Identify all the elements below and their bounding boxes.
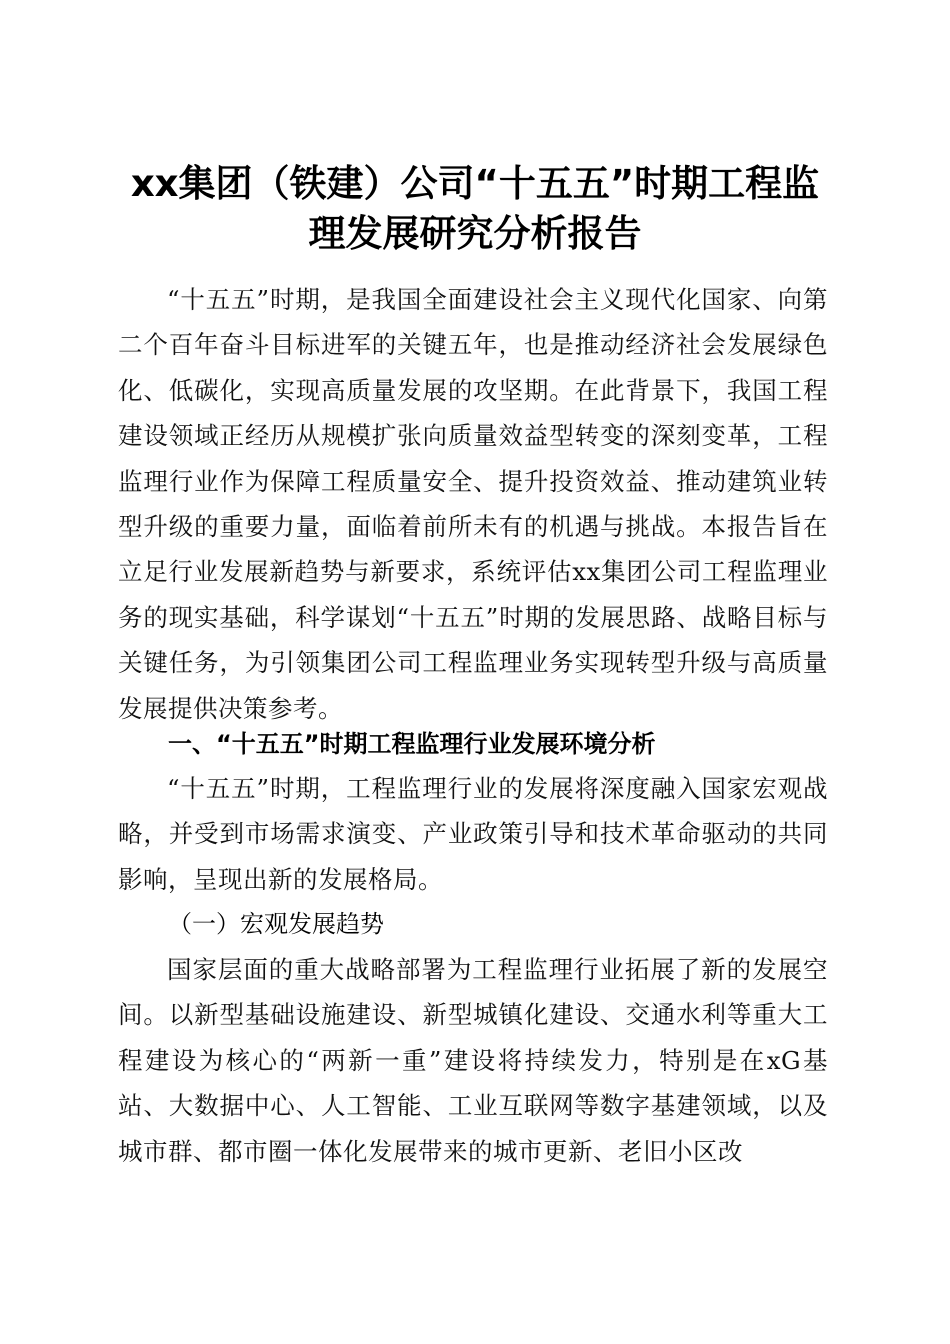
section-1-paragraph-block [118,766,828,902]
subsection-1-paragraph-block [118,947,828,1174]
intro-paragraph: “十五五”时期，是我国全面建设社会主义现代化国家、向第二个百年奋斗目标进军的关键五年，也是推动经济社会发展绿色化、低碳化，实现高质量发展的攻坚期。在此背景下，我国工程建设领域正经历从规模扩张向质量效益型转变的深刻变革，工程监理行业作为保障工程质量安全、提升投资效益、推动建筑业转型升级的重要力量，面临着前所未有的机遇与挑战。本报告旨在立足行业发展新趋势与新要求，系统评估xx集团公司工程监理业务的现实基础，科学谋划“十五五”时期的发展思路、战略目标与关键任务，为引领集团公司工程监理业务实现转型升级与高质量发展提供决策参考。 [118,285,828,723]
section-1-heading: 一、“十五五”时期工程监理行业发展环境分析 [168,730,656,758]
document-title [110,159,840,259]
subsection-1-heading: （一）宏观发展趋势 [168,910,384,938]
section-1-paragraph: “十五五”时期，工程监理行业的发展将深度融入国家宏观战略，并受到市场需求演变、产业政策引导和技术革命驱动的共同影响，呈现出新的发展格局。 [118,774,828,894]
subsection-1-paragraph: 国家层面的重大战略部署为工程监理行业拓展了新的发展空间。以新型基础设施建设、新型城镇化建设、交通水利等重大工程建设为核心的“两新一重”建设将持续发力，特别是在xG基站、大数据中心、人工智能、工业互联网等数字基建领域，以及城市群、都市圈一体化发展带来的城市更新、老旧小区改 [118,955,828,1166]
title-line-1: xx集团（铁建）公司“十五五”时期工程监 [130,161,820,205]
intro-paragraph-block [118,277,828,731]
title-line-2: 理发展研究分析报告 [308,211,642,255]
